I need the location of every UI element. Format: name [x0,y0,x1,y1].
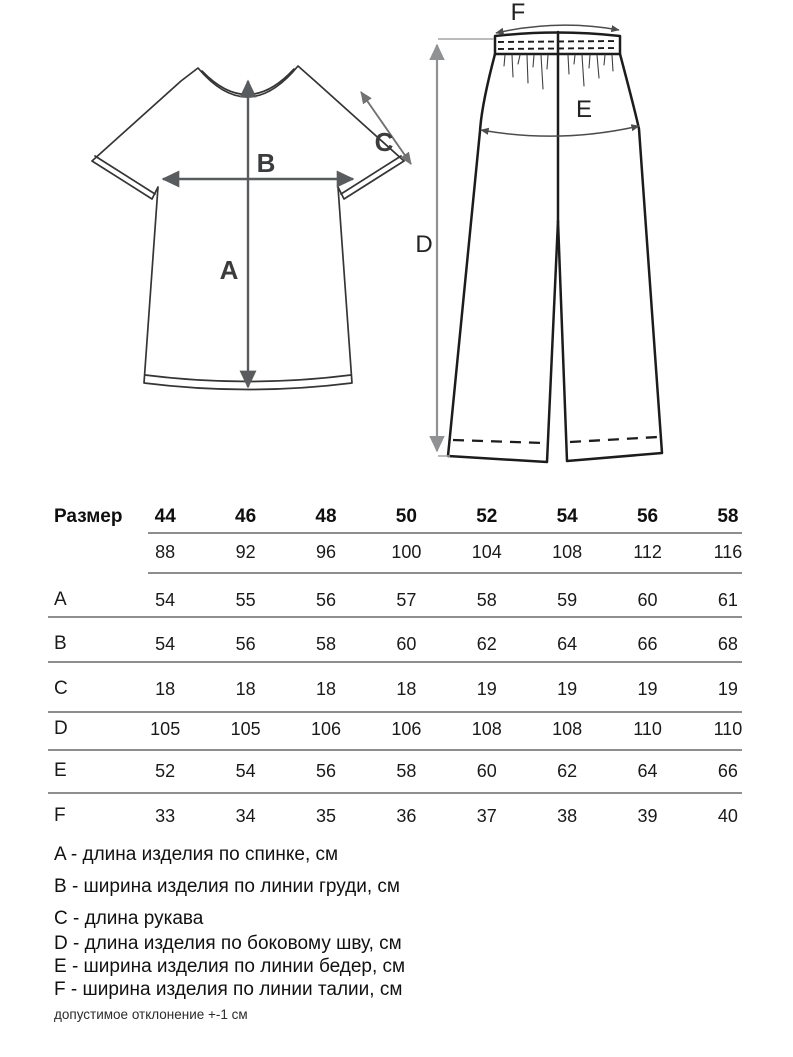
table-row [48,801,770,831]
value-cell: 59 [557,589,578,610]
value-cell: 19 [557,678,578,699]
table-divider [148,532,742,534]
tshirt-label-a: A [219,255,239,285]
size-cell: 46 [235,506,257,527]
tolerance-note: допустимое отклонение +-1 см [54,1007,248,1022]
pants-right-leg [558,54,662,461]
pants-left-hem-stitch [453,440,543,443]
size-cell: 48 [315,506,337,527]
value-cell: 35 [315,805,336,826]
value-cell: 56 [235,633,256,654]
size-cell: 44 [154,506,176,527]
value-cell: 106 [310,718,341,739]
value-cell: 56 [315,760,336,781]
table-divider [48,661,742,663]
value-cell: 37 [476,805,497,826]
value-cell: 19 [717,678,738,699]
table-divider [148,572,742,574]
row-label: A [54,589,67,610]
tshirt-left-cuff-line [95,156,155,194]
row-label: F [54,805,66,826]
table-row [48,756,770,786]
row-label: B [54,633,67,654]
legend-item-c: C - длина рукава [54,908,204,929]
value-cell: 64 [637,760,658,781]
value-cell: 62 [557,760,578,781]
value-cell: 19 [476,678,497,699]
value-cell: 64 [557,633,578,654]
value-cell: 39 [637,805,658,826]
value-cell: 56 [315,589,336,610]
value-cell: 66 [717,760,738,781]
value-cell: 60 [637,589,658,610]
value-cell: 36 [396,805,417,826]
value-cell: 34 [235,805,256,826]
value-cell: 60 [476,760,497,781]
value-cell: 92 [235,541,256,562]
value-cell: 68 [717,633,738,654]
value-cell: 110 [713,718,743,739]
table-divider [48,749,742,751]
value-cell: 96 [315,541,336,562]
table-divider [48,711,742,713]
value-cell: 88 [155,541,176,562]
measurement-legend [54,845,405,1022]
value-cell: 54 [155,589,176,610]
pants-left-leg [448,54,558,462]
table-divider [48,616,742,618]
value-cell: 18 [396,678,417,699]
row-label: D [54,718,68,739]
size-cell: 52 [476,506,498,527]
value-cell: 61 [717,589,738,610]
table-header-row [48,502,770,532]
value-cell: 108 [471,718,502,739]
value-cell: 33 [155,805,176,826]
value-cell: 62 [476,633,497,654]
value-cell: 108 [552,541,583,562]
value-cell: 104 [471,541,502,562]
value-cell: 105 [150,718,181,739]
value-cell: 54 [235,760,256,781]
dim-arrow-e [481,126,639,136]
value-cell: 108 [552,718,583,739]
legend-item-b: B - ширина изделия по линии груди, см [54,876,400,897]
legend-item-f: F - ширина изделия по линии талии, см [54,979,403,1000]
value-cell: 58 [396,760,417,781]
size-cell: 56 [636,506,659,527]
pants-diagram [410,0,720,483]
row-label: E [54,760,67,781]
legend-item-a: A - длина изделия по спинке, см [54,844,339,865]
legend-item-d: D - длина изделия по боковому шву, см [54,933,402,954]
value-cell: 40 [717,805,738,826]
table-row [48,537,770,567]
value-cell: 55 [235,589,256,610]
tshirt-right-cuff-line [341,156,401,194]
value-cell: 18 [315,678,336,699]
pants-label-e: E [575,96,593,123]
tshirt-label-b: B [256,148,276,178]
table-row [48,674,770,704]
value-cell: 57 [396,589,417,610]
value-cell: 38 [557,805,578,826]
table-row [48,585,770,615]
value-cell: 116 [713,541,743,562]
row-label: C [54,678,68,699]
value-cell: 105 [230,718,261,739]
value-cell: 52 [155,760,176,781]
value-cell: 58 [315,633,336,654]
value-cell: 18 [235,678,256,699]
value-cell: 110 [633,718,662,739]
table-row [48,714,770,744]
tshirt-label-c: C [374,127,394,157]
value-cell: 18 [155,678,176,699]
pants-label-f: F [510,0,526,26]
size-cell: 50 [395,506,417,527]
value-cell: 19 [637,678,658,699]
table-divider [48,792,742,794]
value-cell: 100 [391,541,422,562]
pants-label-d: D [415,231,433,258]
table-row [48,629,770,659]
value-cell: 66 [637,633,658,654]
size-cell: 54 [556,506,578,527]
tshirt-diagram [55,45,435,420]
value-cell: 112 [633,541,662,562]
table-corner-label: Размер [54,506,123,527]
value-cell: 54 [155,633,176,654]
dim-d-extension-lines [438,39,494,456]
size-cell: 58 [717,506,739,527]
value-cell: 58 [476,589,497,610]
legend-item-e: E - ширина изделия по линии бедер, см [54,956,406,977]
value-cell: 60 [396,633,417,654]
value-cell: 106 [391,718,422,739]
pants-right-hem-stitch [570,437,658,442]
